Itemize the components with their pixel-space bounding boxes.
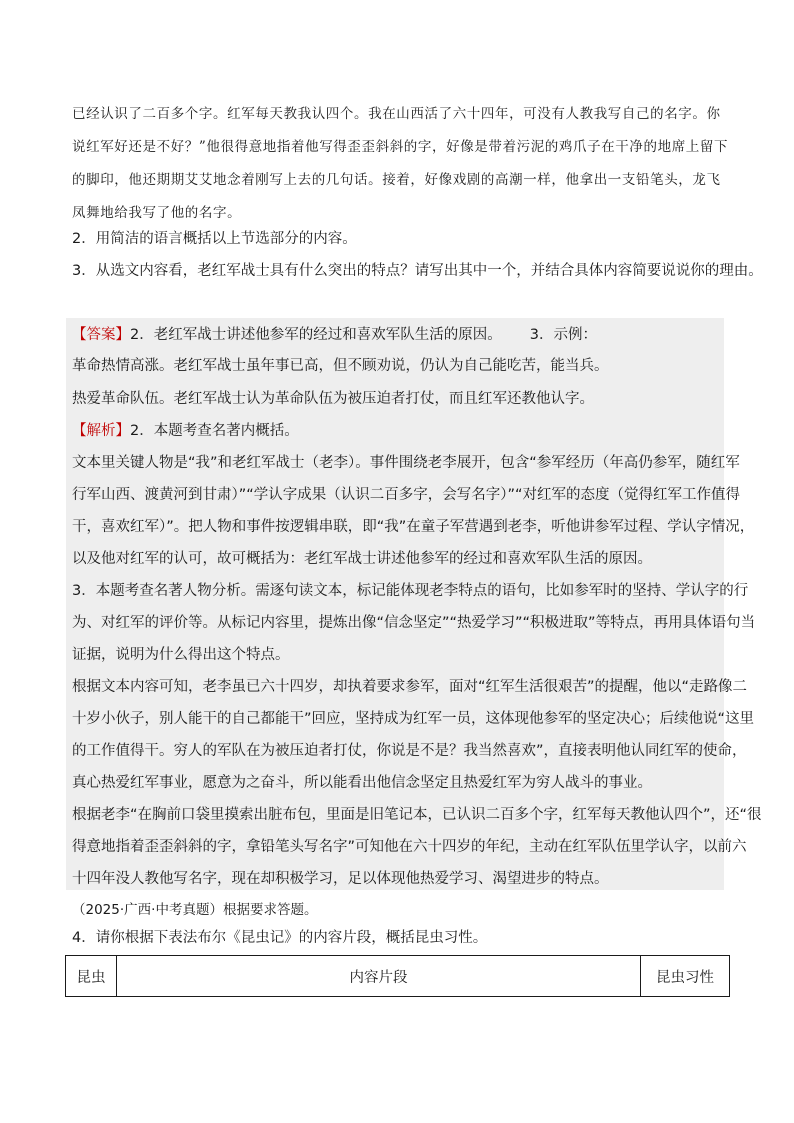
- answer-line: 【答案】2．老红军战士讲述他参军的经过和喜欢军队生活的原因。 3．示例：: [72, 327, 597, 343]
- question-3: 3．从选文内容看，老红军战士具有什么突出的特点？请写出其中一个，并结合具体内容简要说说你的理由。: [72, 263, 763, 279]
- analysis-line: 十四年没人教他写名字，现在却积极学习，足以体现他热爱学习、渴望进步的特点。: [72, 871, 609, 887]
- analysis-line: 3．本题考查名著人物分析。需逐句读文本，标记能体现老李特点的语句，比如参军时的坚持、学认字的行: [72, 583, 749, 599]
- insect-table: [65, 955, 730, 997]
- passage-line: 已经认识了二百多个字。红军每天教我认四个。我在山西活了六十四年，可没有人教我写自己的名字。你: [72, 106, 721, 122]
- table-header-cell: 昆虫: [66, 956, 117, 997]
- question-4: 4．请你根据下表法布尔《昆虫记》的内容片段，概括昆虫习性。: [72, 930, 488, 946]
- table-header-cell: 昆虫习性: [641, 956, 730, 997]
- answer-tag: 【答案】: [72, 327, 130, 343]
- analysis-line: 得意地指着歪歪斜斜的字，拿铅笔头写名字”可知他在六十四岁的年纪，主动在红军队伍里学认字，以前六: [72, 839, 747, 855]
- analysis-line: 为、对红军的评价等。从标记内容里，提炼出像“信念坚定”“热爱学习”“积极进取”等特点，再用具体语句当: [72, 615, 756, 631]
- passage-line: 凤舞地给我写了他的名字。: [72, 205, 242, 221]
- analysis-line: 行军山西、渡黄河到甘肃）”“学认字成果（认识二百多字，会写名字）”“对红军的态度（觉得红军工作值得: [72, 487, 741, 503]
- table-header-cell: 内容片段: [117, 956, 641, 997]
- table-header-row: [66, 956, 730, 997]
- analysis-line: 文本里关键人物是“我”和老红军战士（老李）。事件围绕老李展开，包含“参军经历（年高仍参军，随红军: [72, 455, 740, 471]
- analysis-line: 真心热爱红军事业，愿意为之奋斗，所以能看出他信念坚定且热爱红军为穷人战斗的事业。: [72, 775, 652, 791]
- analysis-line: 【解析】2．本题考查名著内概括。: [72, 423, 299, 439]
- passage-line: 的脚印，他还期期艾艾地念着刚写上去的几句话。接着，好像戏剧的高潮一样，他拿出一支铅笔头，龙飞: [72, 172, 721, 188]
- analysis-line: 根据文本内容可知，老李虽已六十四岁，却执着要求参军，面对“红军生活很艰苦”的提醒，他以“走路像二: [72, 679, 748, 695]
- answer-line: 革命热情高涨。老红军战士虽年事已高，但不顾劝说，仍认为自己能吃苦，能当兵。: [72, 358, 609, 374]
- answer-line: 热爱革命队伍。老红军战士认为革命队伍为被压迫者打仗，而且红军还教他认字。: [72, 391, 594, 407]
- analysis-tag: 【解析】: [72, 423, 130, 439]
- passage-line: 说红军好还是不好？”他很得意地指着他写得歪歪斜斜的字，好像是带着污泥的鸡爪子在干净的地席上留下: [72, 139, 729, 155]
- analysis-line: 以及他对红军的认可，故可概括为：老红军战士讲述他参军的经过和喜欢军队生活的原因。: [72, 551, 652, 567]
- analysis-line: 根据老李“在胸前口袋里摸索出脏布包，里面是旧笔记本，已认识二百多个字，红军每天教他认四个”，还“很: [72, 807, 762, 823]
- analysis-line: 干，喜欢红军）”。把人物和事件按逻辑串联，即“我”在童子军营遇到老李，听他讲参军过程、学认字情况，: [72, 519, 755, 535]
- source-note: （2025·广西·中考真题）根据要求答题。: [72, 902, 318, 918]
- analysis-line: 的工作值得干。穷人的军队在为被压迫者打仗，你说是不是？我当然喜欢”，直接表明他认同红军的使命，: [72, 743, 747, 759]
- analysis-line: 十岁小伙子，别人能干的自己都能干”回应，坚持成为红军一员，这体现他参军的坚定决心；后续他说“这里: [72, 711, 755, 727]
- analysis-line: 证据，说明为什么得出这个特点。: [72, 647, 290, 663]
- question-2: 2．用简洁的语言概括以上节选部分的内容。: [72, 231, 357, 247]
- reading-passage: [72, 98, 732, 230]
